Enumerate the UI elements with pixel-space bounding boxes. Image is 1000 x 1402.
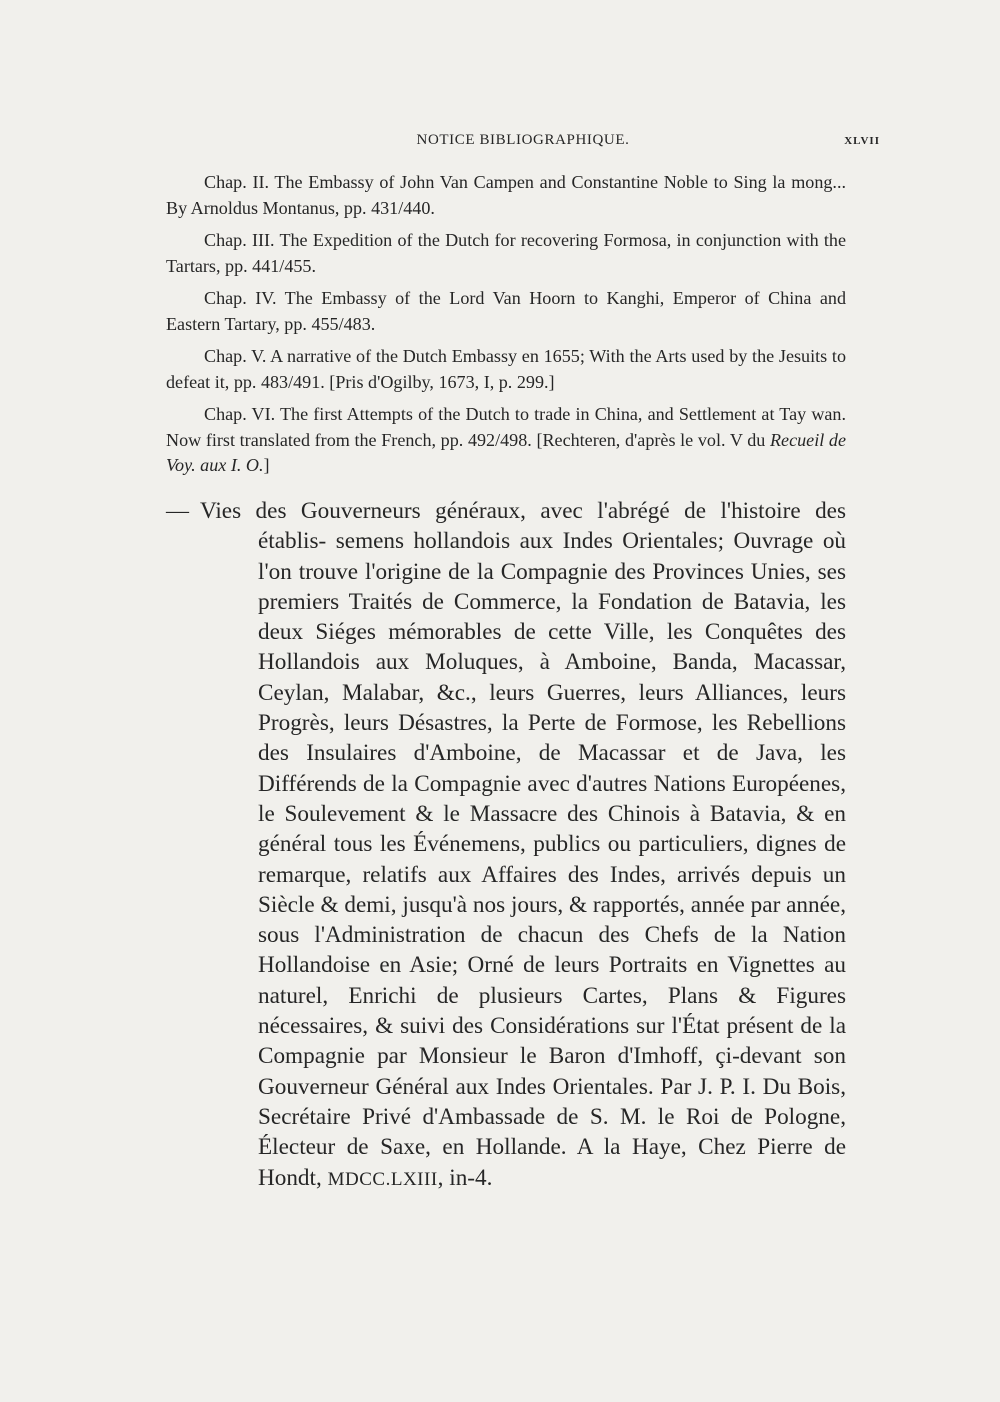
chapter-entry [166,402,846,479]
chapter-text: Chap. VI. The first Attempts of the Dutch to trade in China, and Settlement at Tay wan. Now first translated from the French, pp. 492/498. [Rechteren, d'après le vol. V du [166,404,846,450]
page-number: XLVII [844,135,880,147]
entry-first-line: Vies des Gouverneurs généraux, avec l'abrégé de l'histoire des établis- [200,498,846,555]
entry-date: MDCC.LXIII [327,1168,438,1190]
entry-format: , in-4. [437,1164,493,1191]
chapter-entry: Chap. V. A narrative of the Dutch Embassy en 1655; With the Arts used by the Jesuits to defeat it, pp. 483/491. [Pris d'Ogilby, 1673, I, p. 299.] [166,346,846,392]
bibliographic-entry [166,496,846,1195]
chapter-entry: Chap. IV. The Embassy of the Lord Van Hoorn to Kanghi, Emperor of China and Eastern Tartary, pp. 455/483. [166,288,846,334]
chapter-list [166,170,846,486]
entry-dash: — [166,498,189,523]
entry-body: semens hollandois aux Indes Orientales; Ouvrage où l'on trouve l'origine de la Compagnie des Provinces Unies, ses premiers Traités de Commerce, la Fondation de Batavia, les deux Siéges mémorables de cette Ville, les Conquêtes des Hollandois aux Moluques, à Amboine, Banda, Macassar, Ceylan, Malabar, &c., leurs Guerres, leurs Alliances, leurs Progrès, leurs Désastres, la Perte de Formose, les Rebellions des Insulaires d'Amboine, de Macassar et de Java, les Différends de la Compagnie avec d'autres Nations Européenes, le Soulevement & le Massacre des Chinois à Batavia, & en général tous les Événemens, publics ou particuliers, dignes de remarque, relatifs aux Affaires des Indes, arrivés depuis un Siècle & demi, jusqu'à nos jours, & rapportés, année par année, sous l'Administration de chacun des Chefs de la Nation Hollandoise en Asie; Orné de leurs Portraits en Vignettes au naturel, Enrichi de plusieurs Cartes, Plans & Figures nécessaires, & suivi des Considérations sur l'État présent de la Compagnie par Monsieur le Baron d'Imhoff, çi-devant son Gouverneur Général aux Indes Orientales. Par J. P. I. Du Bois, Secrétaire Privé d'Ambassade de S. M. le Roi de Pologne, Électeur de Saxe, en Hollande. A la Haye, Chez Pierre de Hondt, [258,528,847,1191]
italic-title: Recueil de Voy. aux I. O. [166,429,846,475]
chapter-text: ] [263,455,270,475]
entry-text [200,496,847,1195]
running-title: NOTICE BIBLIOGRAPHIQUE. [416,132,630,148]
chapter-entry: Chap. II. The Embassy of John Van Campen and Constantine Noble to Sing la mong... By Arnoldus Montanus, pp. 431/440. [166,172,846,218]
chapter-entry: Chap. III. The Expedition of the Dutch for recovering Formosa, in conjunction with the Tartars, pp. 441/455. [166,230,846,276]
page-header [166,130,880,154]
